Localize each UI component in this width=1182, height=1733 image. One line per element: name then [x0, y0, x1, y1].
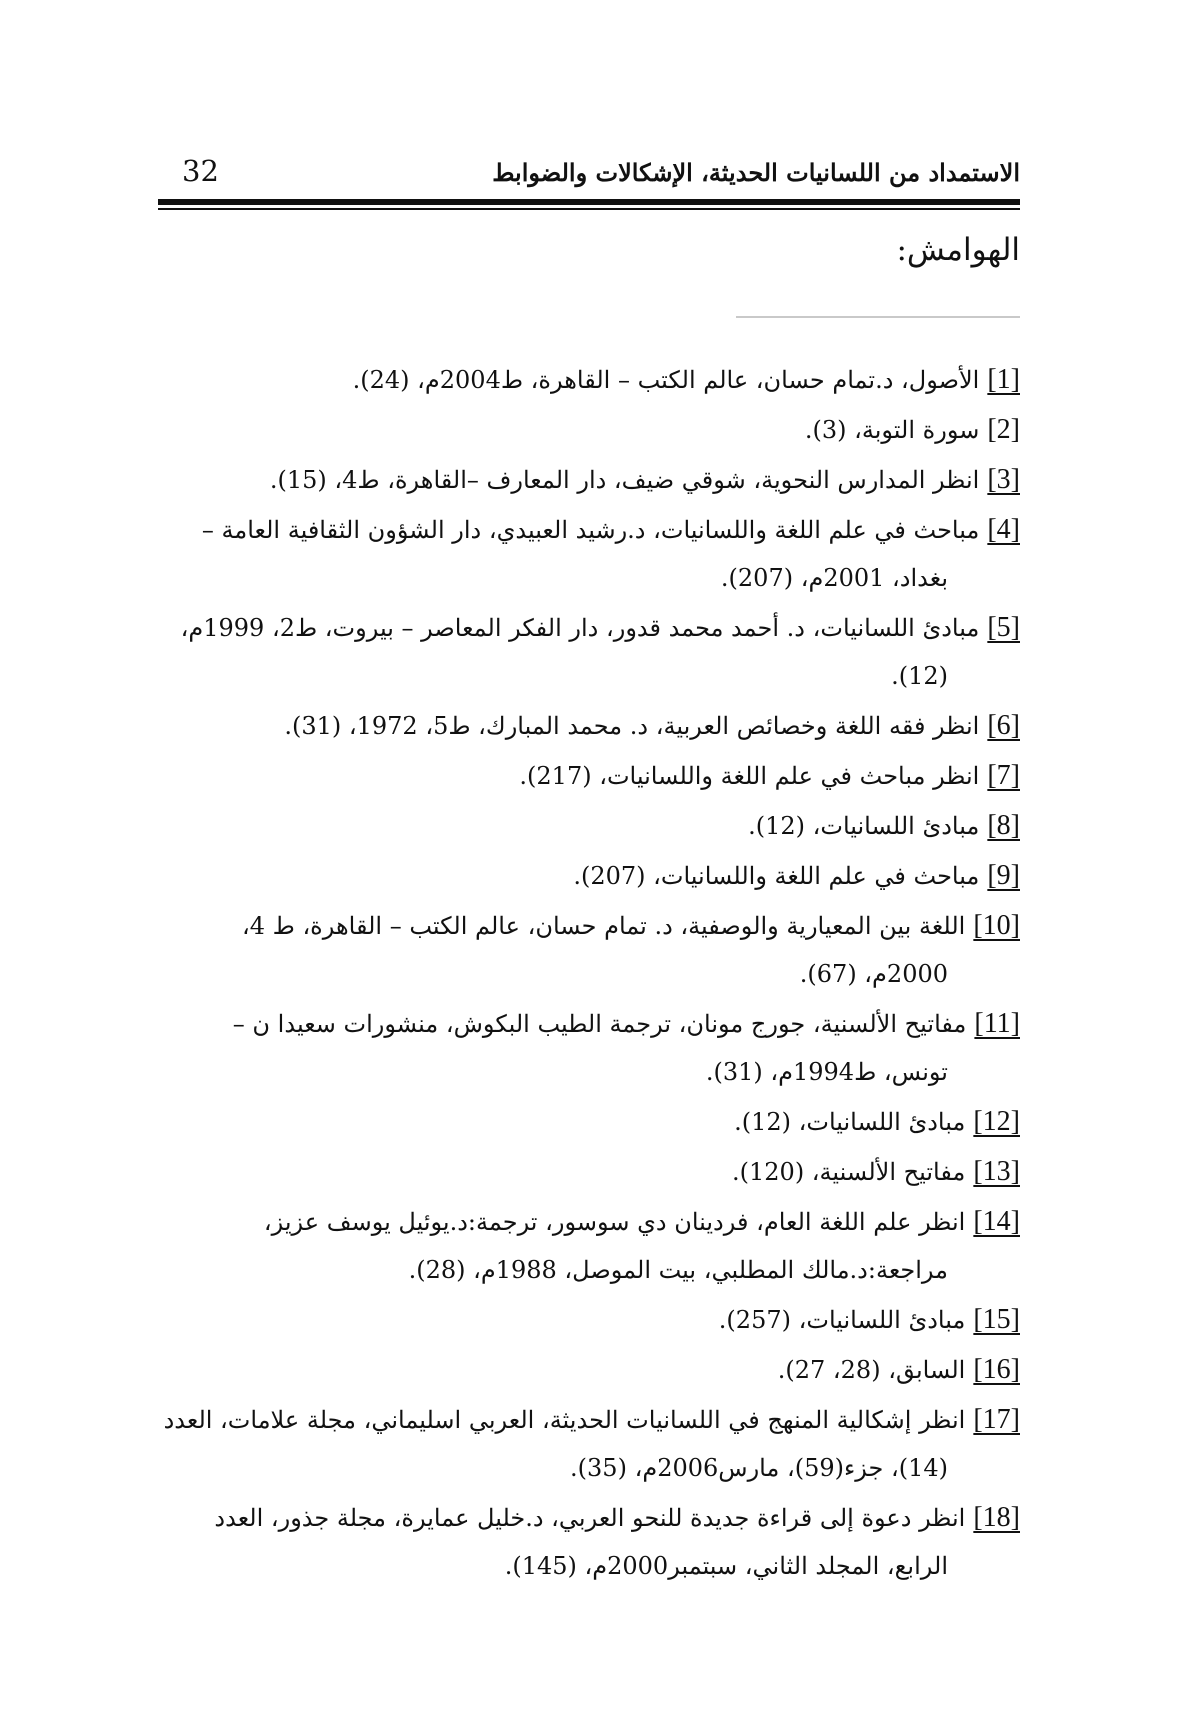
footnotes-heading: الهوامش:: [896, 232, 1020, 268]
footnote-number: [10]: [973, 910, 1020, 941]
footnote-continuation: (12).: [891, 662, 948, 690]
footnote: [140, 406, 1020, 454]
footnote-text: مباحث في علم اللغة واللسانيات، د.رشيد العبيدي، دار الشؤون الثقافية العامة –: [201, 516, 980, 544]
footnote-number: [4]: [987, 514, 1020, 545]
footnote: [140, 1000, 1020, 1096]
footnote-number: [15]: [973, 1304, 1020, 1335]
footnote-number: [8]: [987, 810, 1020, 841]
footnotes-separator: [736, 316, 1020, 318]
footnote: [140, 1198, 1020, 1294]
footnote: [140, 604, 1020, 700]
footnote-continuation: 2000م، (67).: [799, 960, 948, 988]
footnote-text: انظر إشكالية المنهج في اللسانيات الحديثة، العربي اسليماني، مجلة علامات، العدد: [163, 1406, 966, 1434]
footnote-continuation: مراجعة:د.مالك المطلبي، بيت الموصل، 1988م، (28).: [408, 1256, 948, 1284]
footnote-text: مبادئ اللسانيات، (12).: [748, 812, 980, 840]
footnote-number: [18]: [973, 1502, 1020, 1533]
footnote-number: [7]: [987, 760, 1020, 791]
footnote-text: مبادئ اللسانيات، (257).: [718, 1306, 966, 1334]
footnote-number: [11]: [974, 1008, 1020, 1039]
footnote-number: [1]: [987, 364, 1020, 395]
footnote: [140, 752, 1020, 800]
footnote-number: [3]: [987, 464, 1020, 495]
running-header: [158, 150, 1020, 198]
footnote-text: السابق، (28، 27).: [777, 1356, 966, 1384]
footnote: [140, 1148, 1020, 1196]
footnote: [140, 356, 1020, 404]
footnote-text: مبادئ اللسانيات، (12).: [734, 1108, 966, 1136]
footnote-text: انظر فقه اللغة وخصائص العربية، د. محمد المبارك، ط5، 1972، (31).: [284, 712, 980, 740]
footnote-number: [16]: [973, 1354, 1020, 1385]
footnote: [140, 1346, 1020, 1394]
footnote-text: انظر مباحث في علم اللغة واللسانيات، (217).: [519, 762, 980, 790]
footnotes-list: [140, 356, 1020, 1592]
footnote-continuation: تونس، ط1994م، (31).: [705, 1058, 948, 1086]
running-title: الاستمداد من اللسانيات الحديثة، الإشكالات والضوابط: [492, 158, 1020, 187]
footnote-number: [12]: [973, 1106, 1020, 1137]
footnote-text: مبادئ اللسانيات، د. أحمد محمد قدور، دار الفكر المعاصر – بيروت، ط2، 1999م،: [180, 614, 980, 642]
footnote: [140, 1098, 1020, 1146]
footnote-text: انظر دعوة إلى قراءة جديدة للنحو العربي، د.خليل عمايرة، مجلة جذور، العدد: [214, 1504, 966, 1532]
footnote-text: مفاتيح الألسنية، (120).: [732, 1158, 966, 1186]
footnote-text: سورة التوبة، (3).: [804, 416, 980, 444]
footnote: [140, 1396, 1020, 1492]
footnote-number: [13]: [973, 1156, 1020, 1187]
footnote-text: مفاتيح الألسنية، جورج مونان، ترجمة الطيب البكوش، منشورات سعيدا ن –: [232, 1010, 967, 1038]
footnote-number: [9]: [987, 860, 1020, 891]
footnote: [140, 902, 1020, 998]
footnote: [140, 1494, 1020, 1590]
footnote: [140, 456, 1020, 504]
footnote: [140, 852, 1020, 900]
footnote-number: [6]: [987, 710, 1020, 741]
page-number: 32: [182, 154, 219, 188]
footnote-text: اللغة بين المعيارية والوصفية، د. تمام حسان، عالم الكتب – القاهرة، ط 4،: [241, 912, 966, 940]
footnote-text: الأصول، د.تمام حسان، عالم الكتب – القاهرة، ط2004م، (24).: [352, 366, 980, 394]
footnote-number: [5]: [987, 612, 1020, 643]
header-rule-thick: [158, 199, 1020, 205]
footnote: [140, 506, 1020, 602]
footnote-number: [17]: [973, 1404, 1020, 1435]
footnote-number: [14]: [973, 1206, 1020, 1237]
footnote-continuation: (14)، جزء(59)، مارس2006م، (35).: [570, 1454, 948, 1482]
footnote-continuation: الرابع، المجلد الثاني، سبتمبر2000م، (145).: [504, 1552, 948, 1580]
footnote: [140, 1296, 1020, 1344]
footnote-text: مباحث في علم اللغة واللسانيات، (207).: [573, 862, 980, 890]
footnote: [140, 702, 1020, 750]
footnote: [140, 802, 1020, 850]
footnote-number: [2]: [987, 414, 1020, 445]
header-rule-thin: [158, 208, 1020, 210]
footnote-text: انظر علم اللغة العام، فردينان دي سوسور، ترجمة:د.يوئيل يوسف عزيز،: [263, 1208, 966, 1236]
footnote-text: انظر المدارس النحوية، شوقي ضيف، دار المعارف –القاهرة، ط4، (15).: [269, 466, 980, 494]
footnote-continuation: بغداد، 2001م، (207).: [720, 564, 948, 592]
